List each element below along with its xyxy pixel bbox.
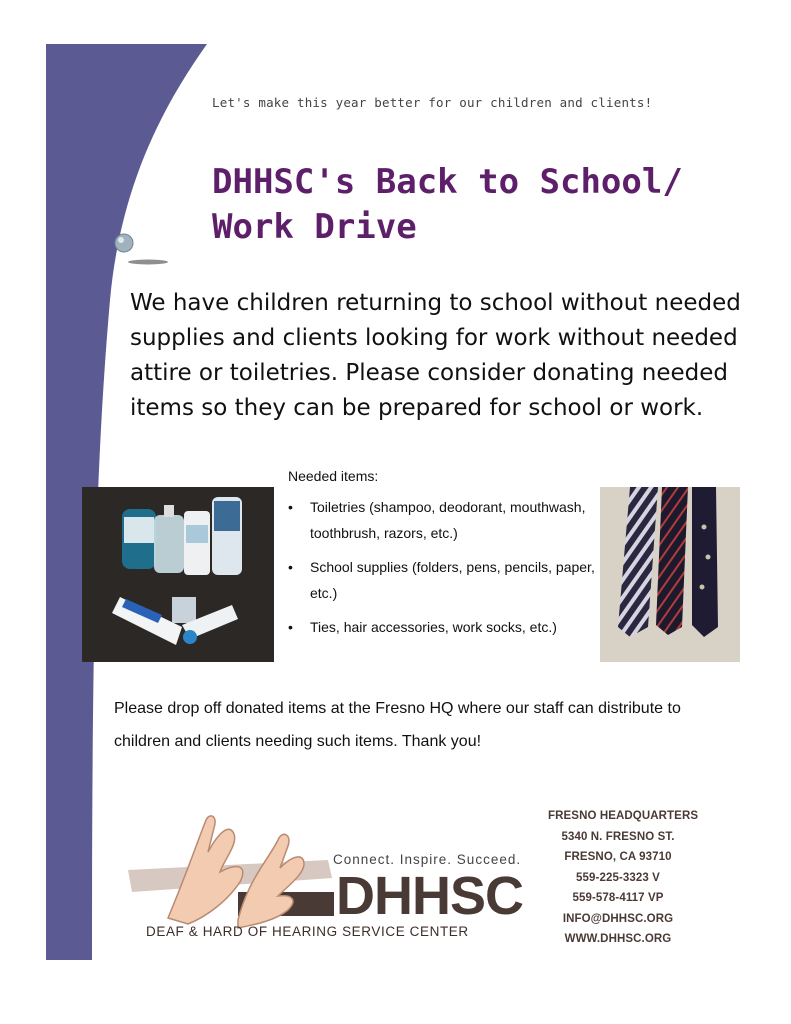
address-block <box>548 806 699 950</box>
needed-items-heading: Needed items: <box>288 468 379 484</box>
address-phone-voice: 559-225-3323 V <box>576 871 660 884</box>
title-line-1: DHHSC's Back to School/ <box>212 162 683 202</box>
list-item <box>288 494 598 546</box>
ties-photo <box>600 487 740 662</box>
address-phone-vp: 559-578-4117 VP <box>572 892 664 904</box>
needed-items-list <box>288 494 598 640</box>
title-line-2: Work Drive <box>212 207 417 247</box>
closing-paragraph: Please drop off donated items at the Fresno HQ where our staff can distribute to children and clients needing such items. Thank you! <box>114 700 681 750</box>
page-title <box>212 160 772 250</box>
address-heading: FRESNO HEADQUARTERS <box>548 810 699 822</box>
tagline: Let's make this year better for our children and clients! <box>212 95 653 110</box>
logo-slogan: Connect. Inspire. Succeed. <box>333 852 522 867</box>
needed-item-ties: Ties, hair accessories, work socks, etc.) <box>310 619 557 635</box>
toiletries-photo <box>82 487 274 662</box>
address-website: WWW.DHHSC.ORG <box>564 933 672 945</box>
needed-item-school-supplies: School supplies (folders, pens, pencils, paper, etc.) <box>310 559 595 601</box>
bullet-icon: • <box>288 619 293 635</box>
needed-item-toiletries: Toiletries (shampoo, deodorant, mouthwash, toothbrush, razors, etc.) <box>310 499 586 541</box>
logo-wordmark: DHHSC <box>336 866 524 926</box>
bullet-icon: • <box>288 499 293 515</box>
address-street: 5340 N. FRESNO ST. <box>561 830 675 843</box>
intro-paragraph: We have children returning to school without needed supplies and clients looking for work without needed attire or toiletries. Please consider donating needed items so they can be prepared for school or work. <box>130 290 741 421</box>
list-item <box>288 554 598 606</box>
address-email: INFO@DHHSC.ORG <box>562 912 674 925</box>
needed-items-section <box>288 468 598 648</box>
address-city: FRESNO, CA 93710 <box>564 851 672 863</box>
logo-org-name: DEAF & HARD OF HEARING SERVICE CENTER <box>146 924 469 939</box>
decorative-bead-icon <box>115 234 133 252</box>
list-item <box>288 614 598 640</box>
bullet-icon: • <box>288 559 293 575</box>
